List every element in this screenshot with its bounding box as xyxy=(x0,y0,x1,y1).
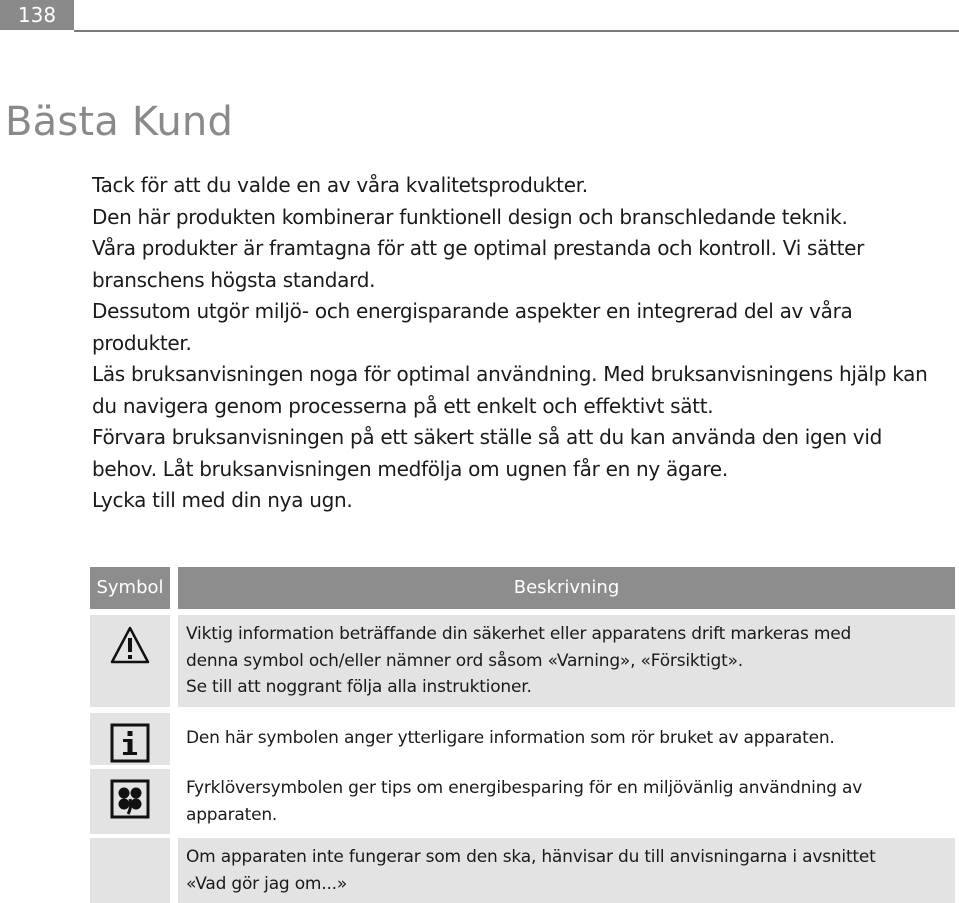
header-rule xyxy=(74,30,959,32)
symbol-cell xyxy=(90,707,170,766)
description-cell xyxy=(178,707,955,766)
description-line: Fyrklöversymbolen ger tips om energibesparing för en miljövänlig användning av xyxy=(186,778,863,798)
header-description: Beskrivning xyxy=(178,567,955,609)
symbol-table xyxy=(90,567,955,903)
description-line: Se till att noggrant följa alla instruktioner. xyxy=(186,677,532,697)
intro-text xyxy=(92,170,952,517)
header-symbol: Symbol xyxy=(90,567,170,609)
description-line: Den här symbolen anger ytterligare information som rör bruket av apparaten. xyxy=(186,727,835,748)
intro-line: du navigera genom processerna på ett enkelt och effektivt sätt. xyxy=(92,393,714,418)
description-cell xyxy=(178,834,955,903)
table-row xyxy=(90,707,955,766)
symbol-cell xyxy=(90,834,170,903)
description-line: «Vad gör jag om...» xyxy=(186,873,348,894)
page-title: Bästa Kund xyxy=(5,99,234,145)
description-line: apparaten. xyxy=(186,804,278,825)
description-line: denna symbol och/eller nämner ord såsom «Varning», «Försiktigt». xyxy=(186,650,743,671)
table-header xyxy=(90,567,955,609)
intro-line: Våra produkter är framtagna för att ge optimal prestanda och kontroll. Vi sätter xyxy=(92,236,865,260)
intro-line: Den här produkten kombinerar funktionell design och branschledande teknik. xyxy=(92,204,848,229)
info-icon xyxy=(110,723,150,763)
intro-line: branschens högsta standard. xyxy=(92,267,376,292)
table-row xyxy=(90,765,955,834)
intro-line: Lycka till med din nya ugn. xyxy=(92,488,353,512)
table-row xyxy=(90,834,955,903)
description-cell xyxy=(178,765,955,834)
symbol-cell xyxy=(90,765,170,834)
description-cell xyxy=(178,615,955,707)
description-line: Viktig information beträffande din säkerhet eller apparatens drift markeras med xyxy=(186,624,852,644)
page-number: 138 xyxy=(0,0,74,30)
warning-triangle-icon xyxy=(109,625,151,665)
intro-line: Läs bruksanvisningen noga för optimal användning. Med bruksanvisningens hjälp kan xyxy=(92,362,928,386)
symbol-cell xyxy=(90,615,170,707)
intro-line: Förvara bruksanvisningen på ett säkert ställe så att du kan använda den igen vid xyxy=(92,425,882,449)
description-line: Om apparaten inte fungerar som den ska, hänvisar du till anvisningarna i avsnittet xyxy=(186,847,876,867)
intro-line: behov. Låt bruksanvisningen medfölja om ugnen får en ny ägare. xyxy=(92,456,728,481)
intro-line: Tack för att du valde en av våra kvalitetsprodukter. xyxy=(92,173,588,197)
intro-line: produkter. xyxy=(92,330,192,355)
cloverleaf-icon xyxy=(110,779,150,819)
intro-line: Dessutom utgör miljö- och energisparande aspekter en integrerad del av våra xyxy=(92,299,853,323)
table-row xyxy=(90,609,955,707)
